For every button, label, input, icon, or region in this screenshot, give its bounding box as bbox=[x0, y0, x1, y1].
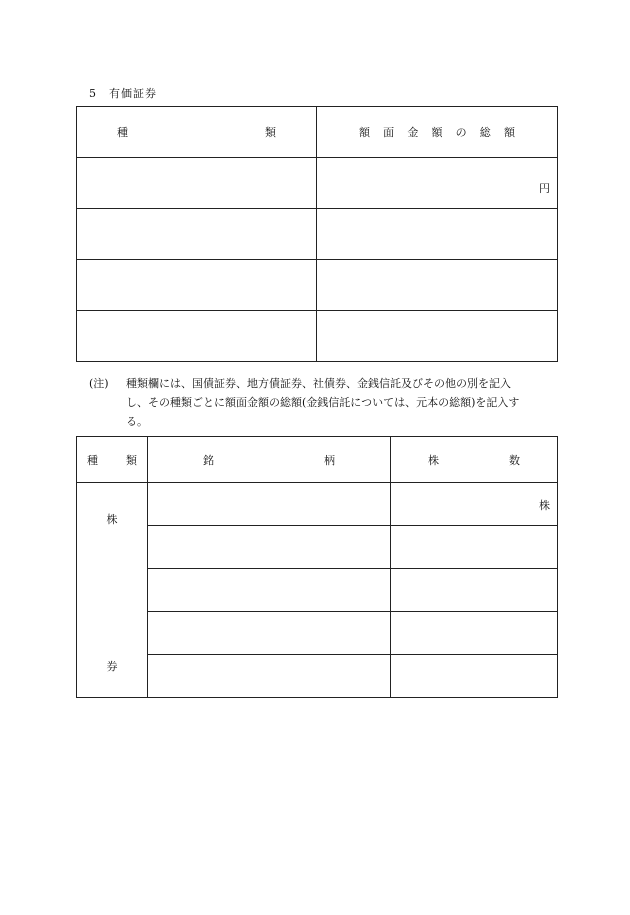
table-row bbox=[77, 311, 558, 362]
amount-input-cell[interactable] bbox=[317, 158, 558, 209]
table-row bbox=[77, 158, 558, 209]
header-face-value-total: 額 面 金 額 の 総 額 bbox=[317, 107, 558, 158]
section-heading bbox=[89, 85, 157, 101]
note-label: (注) bbox=[89, 377, 109, 390]
yen-unit: 円 bbox=[539, 182, 550, 195]
header-kind: 種 類 bbox=[77, 437, 148, 483]
count-input-cell[interactable] bbox=[391, 569, 558, 612]
count-input-cell[interactable] bbox=[391, 483, 558, 526]
amount-input-cell[interactable] bbox=[317, 311, 558, 362]
count-input-cell[interactable] bbox=[391, 655, 558, 698]
kind-input-cell[interactable] bbox=[77, 260, 317, 311]
note-line-2: し、その種類ごとに額面金額の総額(金銭信託については、元本の総額)を記入す bbox=[126, 396, 520, 409]
table-row bbox=[77, 569, 558, 612]
brand-input-cell[interactable] bbox=[148, 655, 391, 698]
brand-input-cell[interactable] bbox=[148, 483, 391, 526]
note-line-1: 種類欄には、国債証券、地方債証券、社債券、金銭信託及びその他の別を記入 bbox=[126, 377, 511, 390]
header-share-count: 株 数 bbox=[391, 437, 558, 483]
amount-input-cell[interactable] bbox=[317, 209, 558, 260]
amount-input-cell[interactable] bbox=[317, 260, 558, 311]
table-row bbox=[77, 612, 558, 655]
table-row bbox=[77, 483, 558, 526]
header-brand: 銘 柄 bbox=[148, 437, 391, 483]
header-kind: 種 類 bbox=[77, 107, 317, 158]
table-row bbox=[77, 260, 558, 311]
brand-input-cell[interactable] bbox=[148, 569, 391, 612]
securities-total-table bbox=[76, 106, 558, 362]
share-unit: 株 bbox=[539, 499, 550, 512]
kind-input-cell[interactable] bbox=[77, 311, 317, 362]
kind-input-cell[interactable] bbox=[77, 209, 317, 260]
kind-label-bottom: 券 bbox=[106, 660, 118, 673]
count-input-cell[interactable] bbox=[391, 526, 558, 569]
count-input-cell[interactable] bbox=[391, 612, 558, 655]
stocks-table bbox=[76, 436, 558, 698]
brand-input-cell[interactable] bbox=[148, 612, 391, 655]
section-number: 5 bbox=[89, 87, 97, 100]
kind-input-cell[interactable] bbox=[77, 158, 317, 209]
brand-input-cell[interactable] bbox=[148, 526, 391, 569]
note-line-3: る。 bbox=[126, 415, 148, 428]
table-row bbox=[77, 526, 558, 569]
table-row bbox=[77, 655, 558, 698]
section-title: 有価証券 bbox=[109, 87, 157, 100]
kind-stock-cell bbox=[77, 483, 148, 698]
kind-label-top: 株 bbox=[106, 513, 118, 526]
table-row bbox=[77, 209, 558, 260]
